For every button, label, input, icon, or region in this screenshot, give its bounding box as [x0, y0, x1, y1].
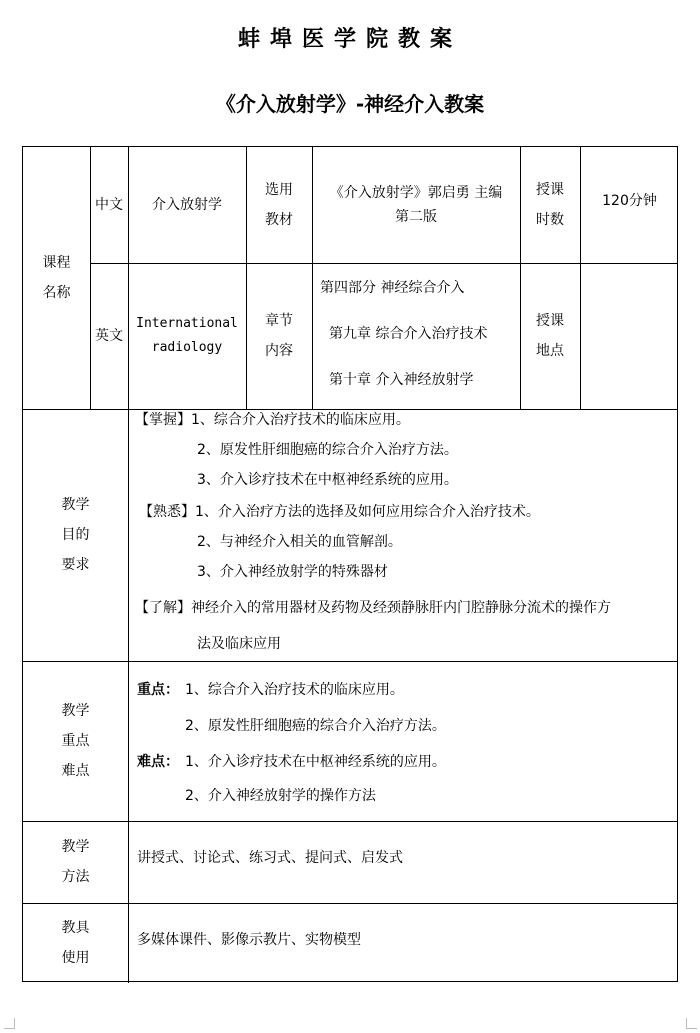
crop-mark-bottom-right — [686, 1018, 697, 1029]
place-cell — [580, 263, 679, 409]
methods-text: 讲授式、讨论式、练习式、提问式、启发式 — [137, 850, 403, 866]
understand-line: 法及临床应用 — [197, 636, 281, 652]
chinese-label: 中文 — [95, 197, 123, 213]
focus-item: 1、综合介入治疗技术的临床应用。 — [185, 682, 404, 698]
keypoints-label-cell — [23, 661, 128, 821]
chinese-course-name: 介入放射学 — [152, 197, 222, 213]
familiar-item: 1、介入治疗方法的选择及如何应用综合介入治疗技术。 — [195, 504, 540, 520]
difficulty-item: 2、介入神经放射学的操作方法 — [185, 788, 376, 804]
hours-label-cell — [520, 147, 580, 263]
tools-label-cell — [23, 903, 128, 983]
objectives-label-cell — [23, 409, 128, 661]
textbook-label-cell — [246, 147, 312, 263]
tools-label: 教具使用 — [61, 920, 90, 966]
master-item: 1、综合介入治疗技术的临床应用。 — [191, 412, 410, 428]
place-label: 授课地点 — [536, 313, 564, 359]
course-title: 《介入放射学》-神经介入教案 — [215, 92, 485, 116]
objectives-label: 教学目的要求 — [61, 497, 90, 573]
familiar-tag: 【熟悉】 — [139, 504, 195, 520]
familiar-item: 2、与神经介入相关的血管解剖。 — [197, 534, 402, 550]
master-tag: 【掌握】 — [135, 412, 191, 428]
chapter-part: 第四部分 神经综合介入 — [320, 280, 465, 296]
master-item: 2、原发性肝细胞癌的综合介入治疗方法。 — [197, 442, 458, 458]
lesson-plan-table — [22, 146, 678, 982]
hours-value: 120分钟 — [602, 193, 657, 209]
methods-label-cell — [23, 821, 128, 903]
master-item: 3、介入诊疗技术在中枢神经系统的应用。 — [197, 472, 458, 488]
familiar-item: 3、介入神经放射学的特殊器材 — [197, 564, 388, 580]
tools-text: 多媒体课件、影像示教片、实物模型 — [137, 932, 361, 948]
focus-tag: 重点： — [137, 682, 179, 698]
focus-item: 2、原发性肝细胞癌的综合介入治疗方法。 — [185, 718, 446, 734]
crop-mark-bottom-left — [4, 1018, 15, 1029]
chinese-label-cell — [90, 147, 128, 263]
chinese-name-cell — [128, 147, 246, 263]
textbook-name: 《介入放射学》郭启勇 主编 — [329, 185, 503, 201]
english-label-cell — [90, 263, 128, 409]
textbook-label: 选用教材 — [265, 182, 293, 228]
chapter-ten: 第十章 介入神经放射学 — [329, 372, 474, 388]
difficulty-item: 1、介入诊疗技术在中枢神经系统的应用。 — [185, 754, 446, 770]
understand-tag: 【了解】 — [135, 600, 191, 616]
difficulty-tag: 难点： — [137, 754, 179, 770]
keypoints-label: 教学重点难点 — [61, 703, 90, 779]
methods-label: 教学方法 — [61, 839, 90, 885]
course-name-label-cell — [23, 147, 90, 409]
chapter-label-cell — [246, 263, 312, 409]
english-name-cell — [128, 263, 246, 409]
chapter-label: 章节内容 — [265, 313, 293, 359]
hours-cell — [580, 147, 679, 255]
chapter-nine: 第九章 综合介入治疗技术 — [329, 326, 488, 342]
course-name-label: 课程名称 — [42, 255, 71, 301]
english-name-line1: International — [136, 316, 238, 331]
textbook-cell — [312, 147, 520, 263]
understand-line: 神经介入的常用器材及药物及经颈静脉肝内门腔静脉分流术的操作方 — [191, 600, 611, 616]
english-label: 英文 — [95, 328, 123, 344]
textbook-edition: 第二版 — [395, 209, 437, 225]
place-label-cell — [520, 263, 580, 409]
school-title: 蚌埠医学院教案 — [237, 27, 462, 52]
english-name-line2: radiology — [151, 340, 223, 355]
hours-label: 授课时数 — [536, 182, 564, 228]
